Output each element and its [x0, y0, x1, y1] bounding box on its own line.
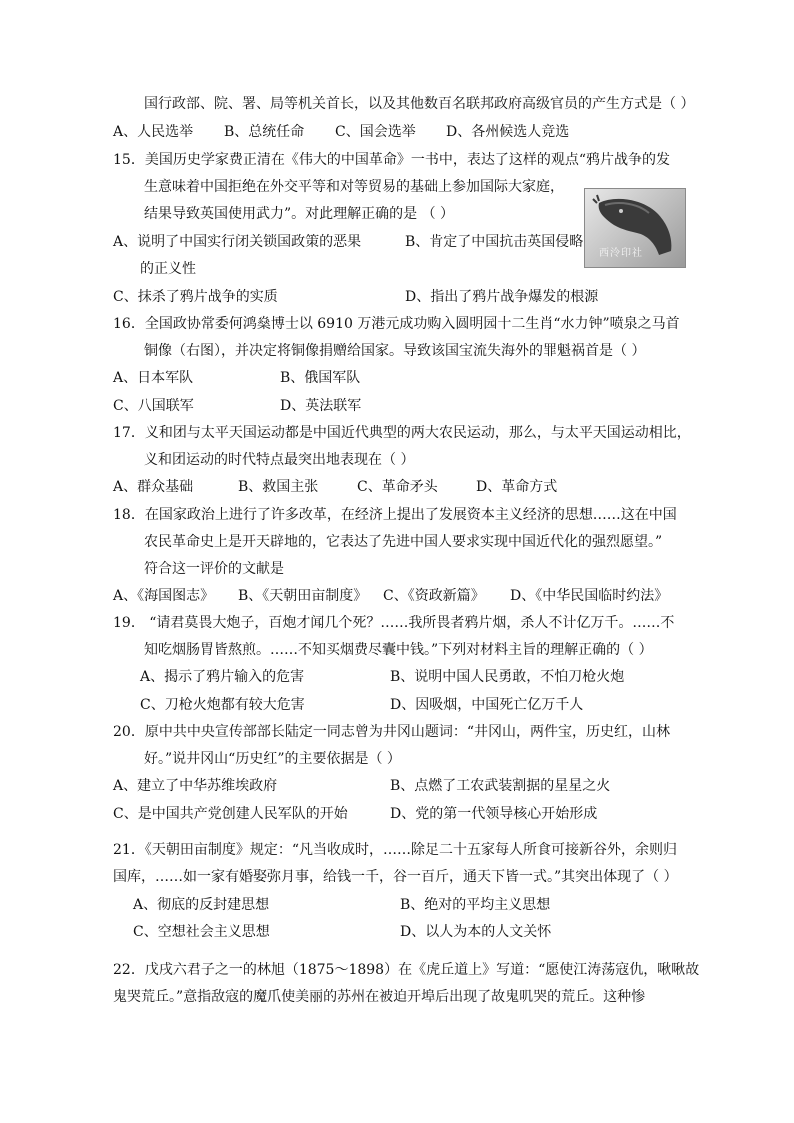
- q17-option-a: A、群众基础: [113, 479, 194, 495]
- q21-stem-line2: 国库，……如一家有婚娶弥月事，给钱一千，谷一百斤，通天下皆一式。”其突出体现了（ ）: [113, 869, 678, 885]
- q17-option-d: D、革命方式: [476, 479, 558, 495]
- q18-stem-line3: 符合这一评价的文献是: [144, 561, 284, 577]
- q21-option-c: C、空想社会主义思想: [133, 924, 270, 940]
- q18-stem-line1: 18．在国家政治上进行了许多改革，在经济上提出了发展资本主义经济的思想……这在中国: [113, 507, 677, 523]
- q19-option-c: C、刀枪火炮都有较大危害: [140, 697, 305, 713]
- q16-stem-line2: 铜像（右图），并决定将铜像捐赠给国家。导致该国宝流失海外的罪魁祸首是（ ）: [144, 343, 646, 359]
- q21-option-a: A、彻底的反封建思想: [133, 897, 270, 913]
- q19-stem-line1: 19． “请君莫畏大炮子，百炮才闻几个死？……我所畏者鸦片烟，杀人不计亿万千。……不: [113, 615, 675, 631]
- q14-stem-continuation: 国行政部、院、署、局等机关首长，以及其他数百名联邦政府高级官员的产生方式是（ ）: [144, 96, 695, 112]
- q17-option-c: C、革命矛头: [357, 479, 438, 495]
- q15-option-c: C、抹杀了鸦片战争的实质: [113, 289, 278, 305]
- q15-option-a: A、说明了中国实行闭关锁国政策的恶果: [113, 234, 362, 250]
- q20-stem-line2: 好。”说井冈山“历史红”的主要依据是（ ）: [144, 751, 401, 767]
- q15-option-d: D、指出了鸦片战争爆发的根源: [405, 289, 599, 305]
- q17-stem-line2: 义和团运动的时代特点最突出地表现在（ ）: [144, 452, 415, 468]
- q15-stem-line1: 15．美国历史学家费正清在《伟大的中国革命》一书中，表达了这样的观点“鸦片战争的发: [113, 152, 670, 168]
- q18-option-b: B、《天朝田亩制度》: [238, 588, 368, 604]
- q19-option-b: B、说明中国人民勇敢，不怕刀枪火炮: [390, 669, 625, 685]
- q15-option-b: B、肯定了中国抗击英国侵略: [405, 234, 584, 250]
- q14-option-a: A、人民选举: [113, 124, 194, 140]
- q18-option-a: A、《海国图志》: [113, 588, 215, 604]
- q18-option-d: D、《中华民国临时约法》: [510, 588, 669, 604]
- q18-stem-line2: 农民革命史上是开天辟地的，它表达了先进中国人要求实现中国近代化的强烈愿望。”: [144, 534, 663, 550]
- q17-option-b: B、救国主张: [238, 479, 319, 495]
- q16-option-d: D、英法联军: [280, 398, 362, 414]
- q21-option-d: D、以人为本的人文关怀: [400, 924, 552, 940]
- q15-option-b-cont: 的正义性: [140, 261, 196, 277]
- q15-stem-line2: 生意味着中国拒绝在外交平等和对等贸易的基础上参加国际大家庭，: [144, 179, 564, 195]
- q15-stem-line3: 结果导致英国使用武力”。对此理解正确的是 （ ）: [144, 206, 455, 222]
- q14-option-d: D、各州候选人竞选: [446, 124, 570, 140]
- horse-head-bronze-image: [584, 188, 686, 268]
- q17-stem-line1: 17．义和团与太平天国运动都是中国近代典型的两大农民运动，那么，与太平天国运动相比，: [113, 425, 691, 441]
- q20-stem-line1: 20．原中共中央宣传部部长陆定一同志曾为井冈山题词：“井冈山，两件宝，历史红，山林: [113, 724, 670, 740]
- q19-stem-line2: 知吃烟肠胃皆熬煎。……不知买烟费尽囊中钱。”下列对材料主旨的理解正确的（ ）: [144, 642, 653, 658]
- q19-option-d: D、因吸烟，中国死亡亿万千人: [390, 697, 584, 713]
- q20-option-d: D、党的第一代领导核心开始形成: [390, 806, 598, 822]
- q19-option-a: A、揭示了鸦片输入的危害: [140, 669, 305, 685]
- q20-option-a: A、建立了中华苏维埃政府: [113, 778, 278, 794]
- q16-option-a: A、日本军队: [113, 370, 194, 386]
- image-watermark: 西泠印社: [599, 248, 643, 259]
- q14-option-c: C、国会选举: [335, 124, 416, 140]
- q16-option-b: B、俄国军队: [280, 370, 361, 386]
- q21-stem-line1: 21．《天朝田亩制度》规定：“凡当收成时，……除足二十五家每人所食可接新谷外，余则归: [113, 842, 677, 858]
- q20-option-c: C、是中国共产党创建人民军队的开始: [113, 806, 348, 822]
- q20-option-b: B、点燃了工农武装割据的星星之火: [390, 778, 611, 794]
- q21-option-b: B、绝对的平均主义思想: [400, 897, 551, 913]
- q22-stem-line2: 鬼哭荒丘。”意指敌寇的魔爪使美丽的苏州在被迫开埠后出现了故鬼叽哭的荒丘。这种惨: [113, 989, 646, 1005]
- q16-stem-line1: 16．全国政协常委何鸿燊博士以 6910 万港元成功购入圆明园十二生肖“水力钟”喷泉之马首: [113, 316, 680, 332]
- q14-option-b: B、总统任命: [224, 124, 305, 140]
- q18-option-c: C、《资政新篇》: [383, 588, 485, 604]
- q16-option-c: C、八国联军: [113, 398, 194, 414]
- q22-stem-line1: 22．戊戌六君子之一的林旭（1875～1898）在《虎丘道上》写道：“愿使江涛荡寇仇，啾啾故: [113, 962, 700, 978]
